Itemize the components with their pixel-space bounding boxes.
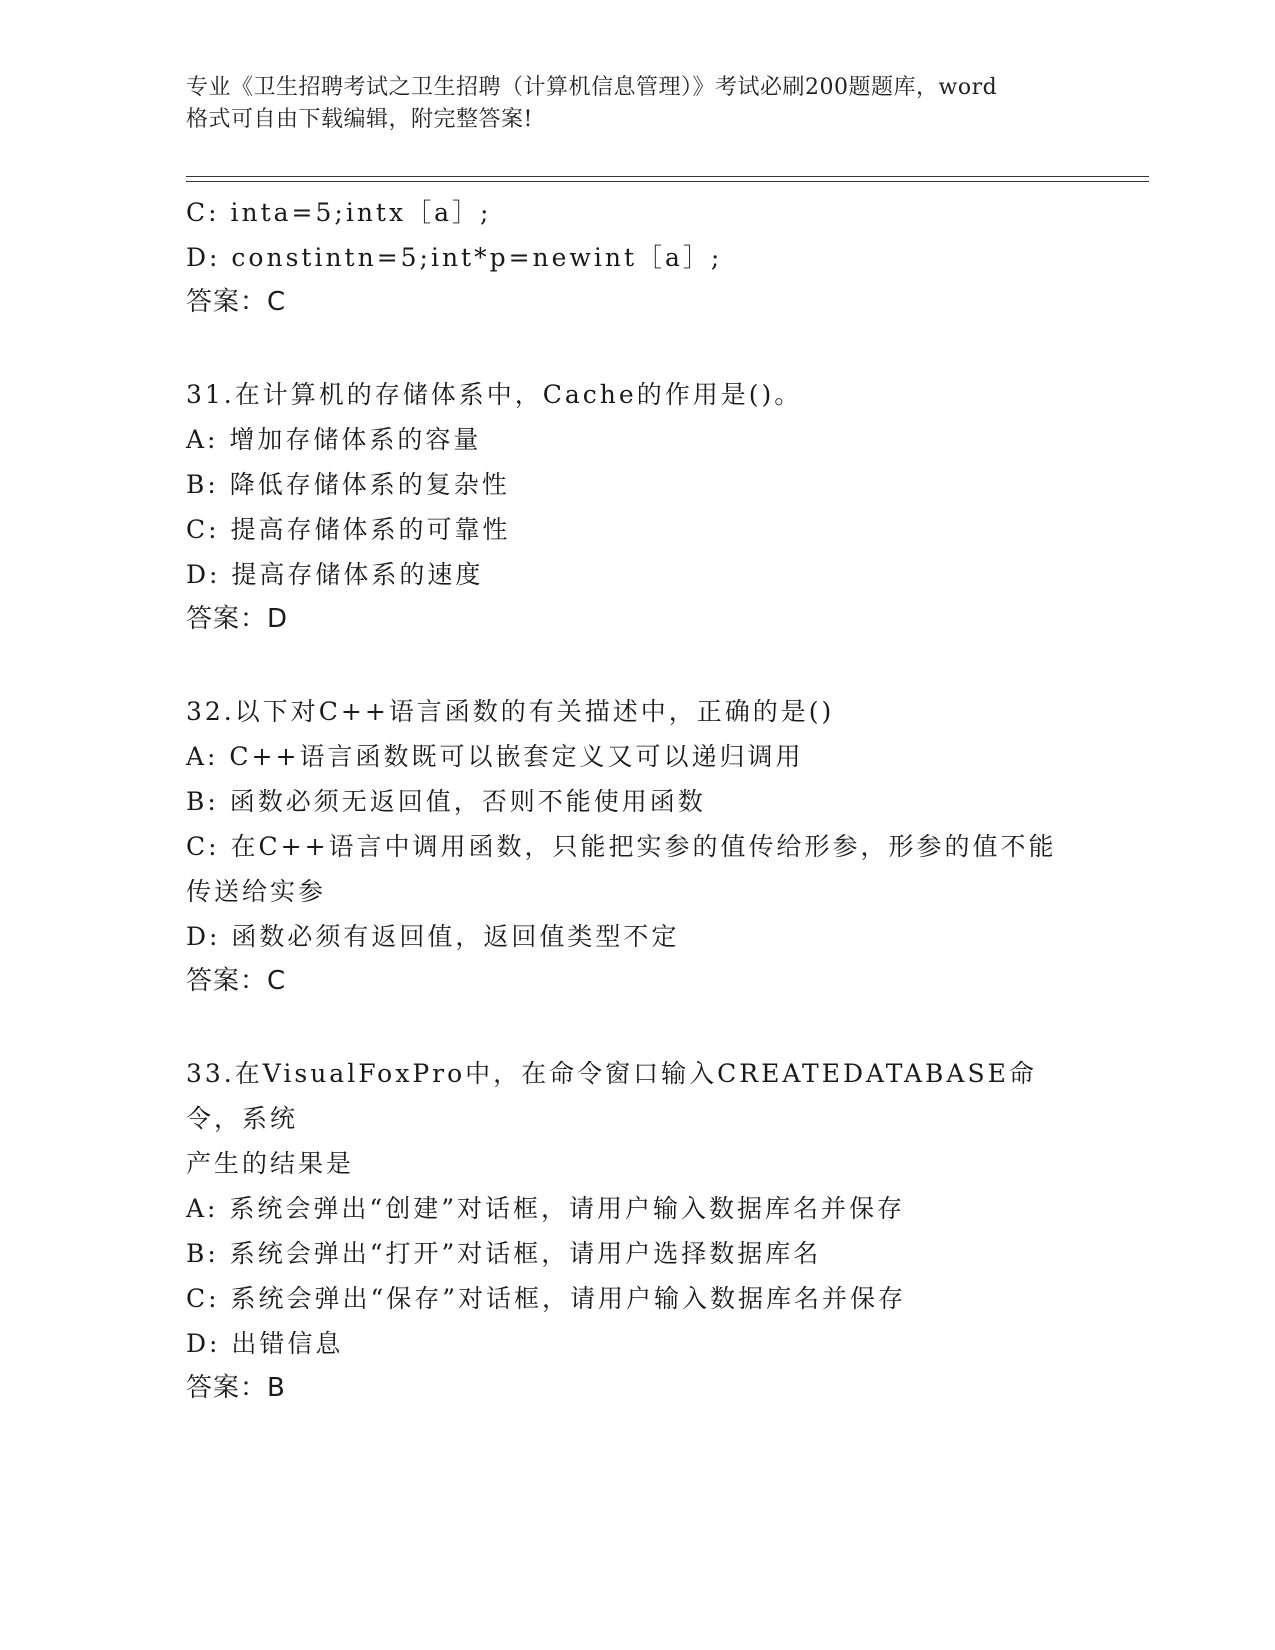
- option-a: A: 系统会弹出“创建”对话框，请用户输入数据库名并保存: [186, 1194, 905, 1223]
- option-d: D: 函数必须有返回值，返回值类型不定: [186, 922, 680, 951]
- spacer: [186, 642, 1086, 689]
- option-a: A: C++语言函数既可以嵌套定义又可以递归调用: [186, 742, 804, 771]
- answer-line: 答案：B: [186, 1373, 286, 1403]
- header-double-rule: [186, 176, 1149, 182]
- answer-line: 答案：C: [186, 966, 287, 996]
- option-c: C: 提高存储体系的可靠性: [186, 515, 511, 544]
- option-a: A: 增加存储体系的容量: [186, 425, 482, 454]
- answer-line: 答案：C: [186, 287, 287, 317]
- question-stem: 32.以下对C++语言函数的有关描述中，正确的是(): [186, 697, 835, 726]
- option-b: B: 降低存储体系的复杂性: [186, 470, 510, 499]
- header-title-line-1: 专业《卫生招聘考试之卫生招聘（计算机信息管理）》考试必刷200题题库，word: [186, 75, 998, 100]
- question-30-continued: [186, 190, 1086, 325]
- question-stem: 33.在VisualFoxPro中，在命令窗口输入CREATEDATABASE命令，系统: [186, 1059, 1037, 1133]
- option-d: D: 出错信息: [186, 1329, 344, 1358]
- spacer: [186, 325, 1086, 372]
- option-d: D: constintn=5;int*p=newint［a］;: [186, 243, 723, 272]
- document-header: [186, 72, 1086, 136]
- spacer: [186, 1004, 1086, 1051]
- option-c: C: 系统会弹出“保存”对话框，请用户输入数据库名并保存: [186, 1284, 907, 1313]
- option-d: D: 提高存储体系的速度: [186, 560, 484, 589]
- option-b: B: 函数必须无返回值，否则不能使用函数: [186, 787, 706, 816]
- option-c: C: 在C++语言中调用函数，只能把实参的值传给形参，形参的值不能: [186, 832, 1057, 861]
- question-32: [186, 689, 1086, 1004]
- question-stem-continued: 产生的结果是: [186, 1149, 355, 1178]
- option-c: C: inta=5;intx［a］;: [186, 198, 492, 227]
- header-title-line-2: 格式可自由下载编辑，附完整答案!: [186, 107, 533, 132]
- question-31: [186, 372, 1086, 642]
- question-33: [186, 1051, 1086, 1411]
- option-b: B: 系统会弹出“打开”对话框，请用户选择数据库名: [186, 1239, 822, 1268]
- answer-line: 答案：D: [186, 604, 289, 634]
- question-list: [186, 190, 1086, 1411]
- question-stem: 31.在计算机的存储体系中，Cache的作用是()。: [186, 380, 803, 409]
- option-c-continued: 传送给实参: [186, 877, 327, 906]
